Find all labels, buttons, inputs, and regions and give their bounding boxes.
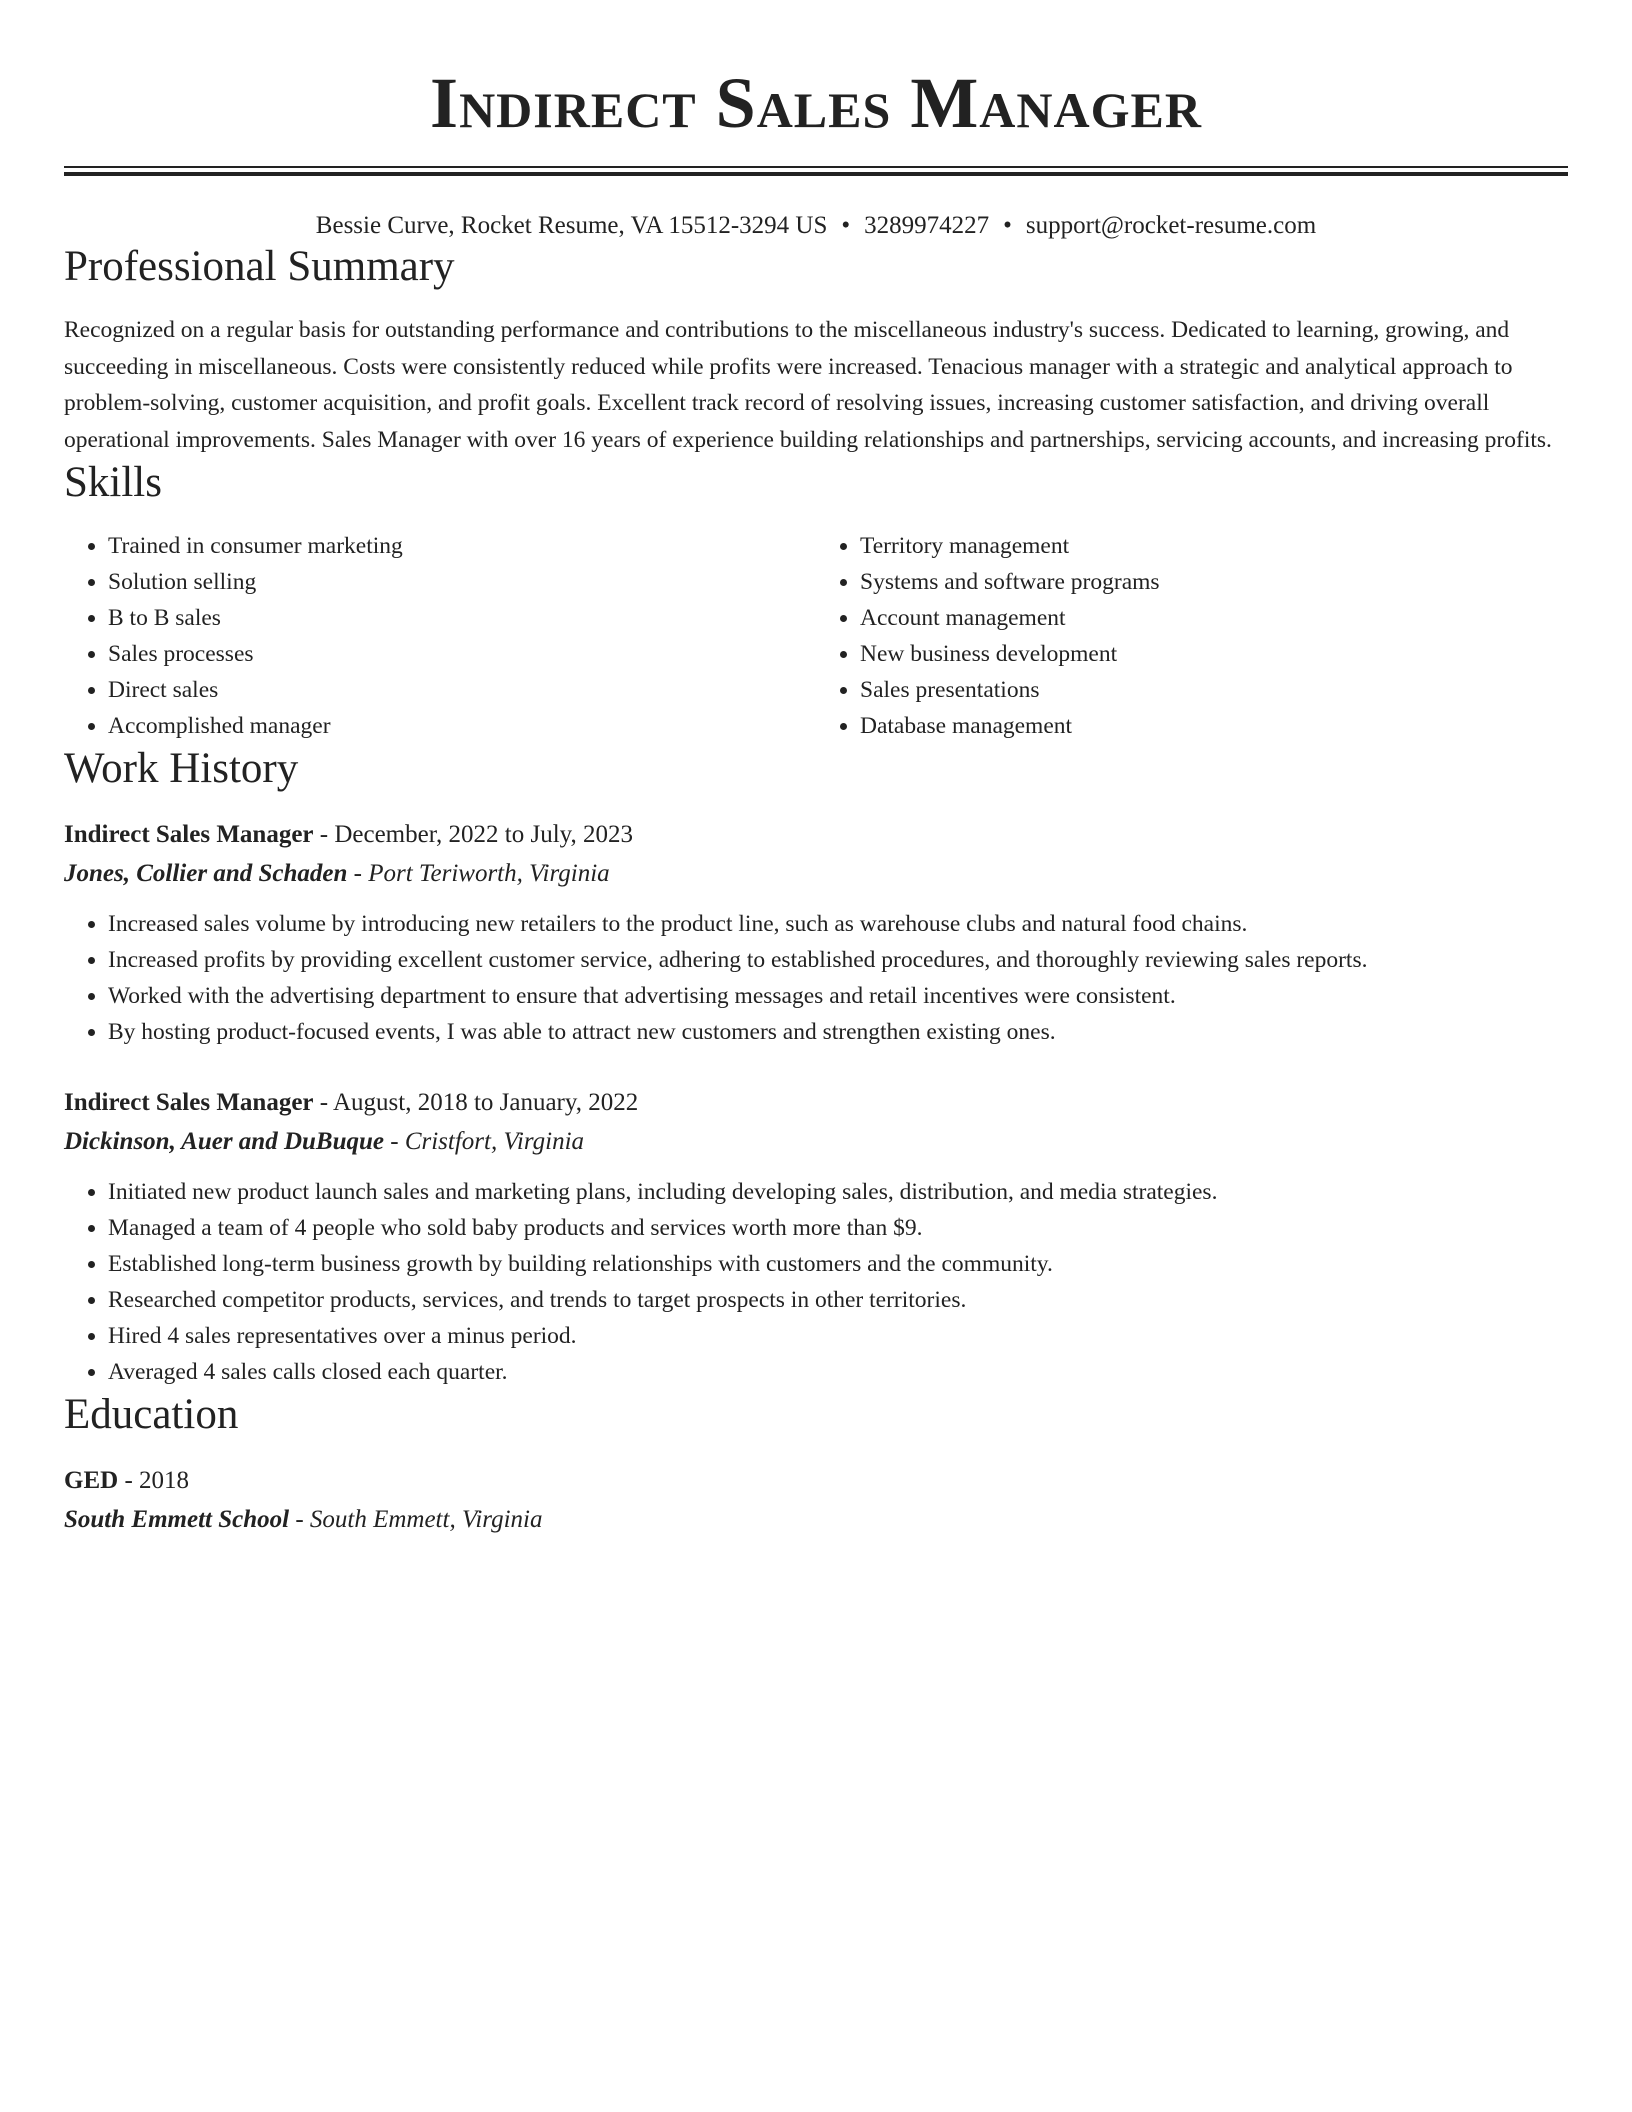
title-divider [64, 166, 1568, 176]
job-bullets [64, 906, 1568, 1050]
skill-item: • Database management [860, 708, 1568, 744]
job-location: - Port Teriworth, Virginia [347, 860, 610, 887]
job-company: Jones, Collier and Schaden [64, 860, 348, 887]
job-bullet: • By hosting product-focused events, I was able to attract new customers and strengthen existing ones. [108, 1014, 1568, 1050]
skill-item: • Account management [860, 600, 1568, 636]
education-school-line [64, 1500, 1568, 1540]
job-title-line [64, 816, 1568, 854]
job-company: Dickinson, Auer and DuBuque [64, 1128, 384, 1155]
job-title-line [64, 1084, 1568, 1122]
contact-line [64, 210, 1568, 242]
contact-address: Bessie Curve, Rocket Resume, VA 15512-3294 US [315, 212, 828, 239]
job-location: - Cristfort, Virginia [384, 1128, 585, 1155]
summary-text: Recognized on a regular basis for outstanding performance and contributions to the miscellaneous industry's success. Dedicated to learning, growing, and succeeding in miscellaneous. Costs were consistently reduced while profits were increased. Tenacious manager with a strategic and analytical approach to problem-solving, customer acquisition, and profit goals. Excellent track record of resolving issues, increasing customer satisfaction, and driving overall operational improvements. Sales Manager with over 16 years of experience building relationships and partnerships, servicing accounts, and increasing profits. [64, 317, 1552, 453]
job-company-line [64, 1122, 1568, 1162]
divider-thick-line [64, 172, 1568, 176]
job-bullets [64, 1174, 1568, 1390]
job-bullet: • Researched competitor products, services, and trends to target prospects in other territories. [108, 1282, 1568, 1318]
skills-column-right [816, 528, 1568, 744]
job-company-line [64, 854, 1568, 894]
job-dates: - August, 2018 to January, 2022 [313, 1089, 639, 1116]
contact-separator: • [841, 212, 851, 239]
skills-list [64, 528, 1568, 744]
skill-item: • Systems and software programs [860, 564, 1568, 600]
job-entry [64, 816, 1568, 1050]
skill-item: • Sales presentations [860, 672, 1568, 708]
job-bullet: • Increased sales volume by introducing new retailers to the product line, such as warehouse clubs and natural food chains. [108, 906, 1568, 942]
job-bullet: • Worked with the advertising department to ensure that advertising messages and retail incentives were consistent. [108, 978, 1568, 1014]
skill-item: • New business development [860, 636, 1568, 672]
job-bullet: • Hired 4 sales representatives over a minus period. [108, 1318, 1568, 1354]
skills-column-left [64, 528, 816, 744]
job-title: Indirect Sales Manager [64, 1089, 314, 1116]
skill-item: • B to B sales [108, 600, 816, 636]
education-school: South Emmett School [64, 1506, 290, 1533]
education-location: - South Emmett, Virginia [289, 1506, 543, 1533]
education-degree: GED [64, 1467, 119, 1494]
education-year: - 2018 [118, 1467, 190, 1494]
job-dates: - December, 2022 to July, 2023 [313, 821, 634, 848]
skill-item: • Sales processes [108, 636, 816, 672]
divider-thin-line [64, 166, 1568, 168]
job-bullet: • Increased profits by providing excellent customer service, adhering to established procedures, and thoroughly reviewing sales reports. [108, 942, 1568, 978]
job-bullet: • Averaged 4 sales calls closed each quarter. [108, 1354, 1568, 1390]
contact-email: support@rocket-resume.com [1025, 212, 1317, 239]
resume-title: Indirect Sales Manager [430, 63, 1202, 143]
summary-heading: Professional Summary [64, 243, 455, 290]
skill-item: • Trained in consumer marketing [108, 528, 816, 564]
education-entry [64, 1462, 1568, 1540]
skills-heading: Skills [64, 459, 162, 506]
education-heading: Education [64, 1391, 239, 1438]
job-bullet: • Managed a team of 4 people who sold baby products and services worth more than $9. [108, 1210, 1568, 1246]
job-bullet: • Established long-term business growth by building relationships with customers and the community. [108, 1246, 1568, 1282]
skill-item: • Territory management [860, 528, 1568, 564]
job-entry [64, 1084, 1568, 1390]
education-degree-line [64, 1462, 1568, 1500]
skill-item: • Direct sales [108, 672, 816, 708]
job-bullet: • Initiated new product launch sales and marketing plans, including developing sales, distribution, and media strategies. [108, 1174, 1568, 1210]
job-title: Indirect Sales Manager [64, 821, 314, 848]
contact-separator: • [1003, 212, 1012, 239]
work-history-heading: Work History [64, 745, 299, 792]
skill-item: • Accomplished manager [108, 708, 816, 744]
skill-item: • Solution selling [108, 564, 816, 600]
contact-phone: 3289974227 [864, 212, 990, 239]
